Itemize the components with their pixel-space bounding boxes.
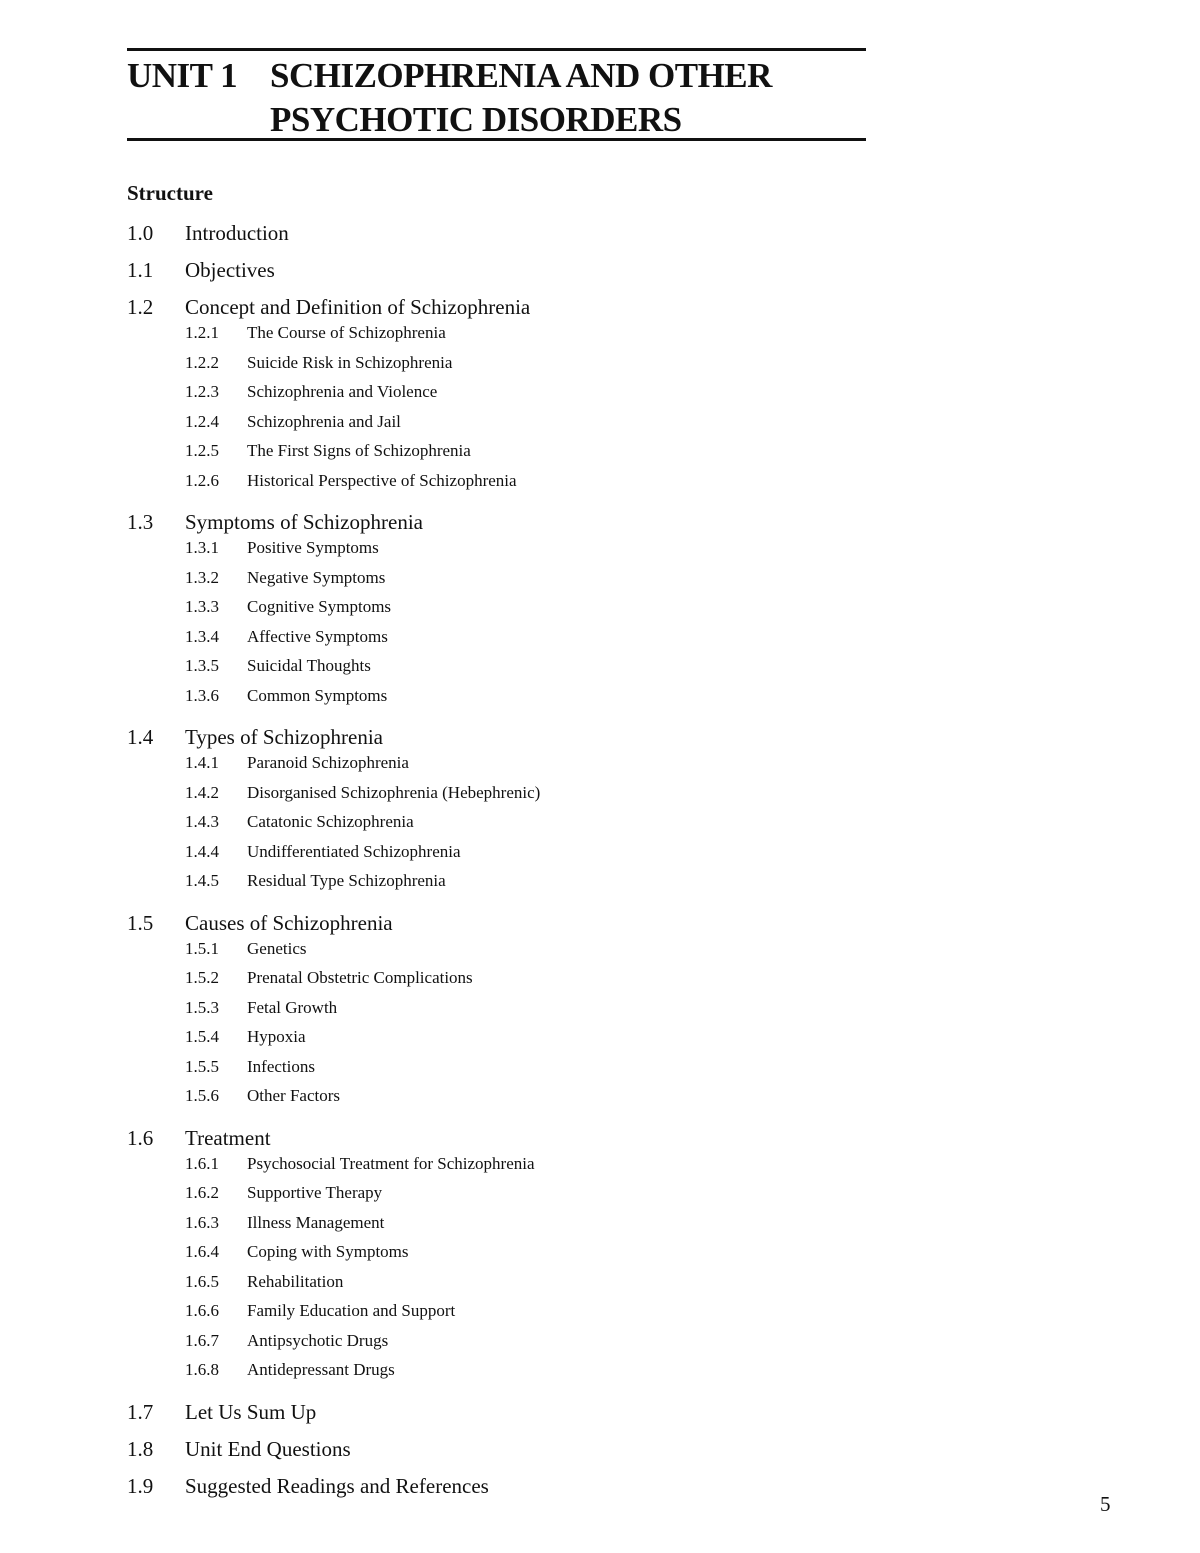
toc-subsection-number: 1.5.1 (185, 938, 219, 958)
toc-subsection-title: Common Symptoms (247, 685, 388, 705)
toc-section-number: 1.4 (127, 725, 154, 749)
toc-section (127, 1435, 1027, 1472)
toc-subsection-number: 1.4.4 (185, 841, 219, 861)
toc-subsection-title: Other Factors (247, 1086, 341, 1105)
toc-section-title: Unit End Questions (185, 1436, 351, 1461)
toc-subsection (127, 685, 1027, 715)
toc-subsection (127, 1212, 1027, 1242)
toc-subsection-title: Cognitive Symptoms (247, 597, 392, 616)
toc-subsection-title: Prenatal Obstetric Complications (247, 968, 473, 987)
toc-subsection (127, 1056, 1027, 1086)
toc-subsection-title: Schizophrenia and Violence (247, 382, 438, 401)
toc-subsection-number: 1.3.1 (185, 538, 219, 557)
toc-subsection-number: 1.3.2 (185, 567, 219, 587)
toc-subsection-number: 1.5.6 (185, 1086, 219, 1105)
toc-subsection (127, 967, 1027, 997)
toc-subsection-number: 1.5.4 (185, 1027, 219, 1046)
toc-subsection-list (127, 1153, 1027, 1389)
unit-label: UNIT 1 (127, 56, 238, 95)
toc-subsection-number: 1.4.2 (185, 782, 219, 802)
toc-subsection (127, 1085, 1027, 1115)
toc-subsection-title: Antipsychotic Drugs (247, 1330, 389, 1350)
toc-subsection-number: 1.6.5 (185, 1271, 219, 1291)
toc-subsection-number: 1.4.1 (185, 753, 219, 772)
toc-section-number: 1.9 (127, 1473, 154, 1498)
toc-subsection-title: Residual Type Schizophrenia (247, 871, 446, 890)
toc-subsection-number: 1.5.3 (185, 997, 219, 1017)
toc-section-title: Treatment (185, 1125, 271, 1150)
toc-subsection-number: 1.6.4 (185, 1242, 219, 1261)
unit-title-line-1: SCHIZOPHRENIA AND OTHER (270, 56, 772, 95)
toc-section-number: 1.3 (127, 510, 154, 534)
toc-subsection (127, 1241, 1027, 1271)
toc-section-title: Let Us Sum Up (185, 1399, 317, 1424)
toc-subsection-title: Illness Management (247, 1212, 385, 1232)
toc-subsection (127, 626, 1027, 656)
toc-section-number: 1.2 (127, 295, 154, 319)
toc-section-title: Causes of Schizophrenia (185, 910, 393, 935)
toc-subsection-list (127, 537, 1027, 714)
toc-subsection-title: Genetics (247, 938, 307, 958)
toc-subsection-number: 1.4.5 (185, 871, 219, 890)
toc-section-number: 1.5 (127, 910, 154, 935)
toc-section (127, 219, 1027, 256)
toc-section-number: 1.1 (127, 258, 154, 282)
toc-subsection (127, 782, 1027, 812)
toc-subsection-number: 1.5.2 (185, 968, 219, 987)
toc-subsection (127, 1153, 1027, 1183)
toc-subsection-title: Undifferentiated Schizophrenia (247, 841, 461, 861)
toc-subsection (127, 352, 1027, 382)
toc-subsection-title: Coping with Symptoms (247, 1242, 409, 1261)
toc-subsection-title: Suicide Risk in Schizophrenia (247, 352, 453, 372)
toc-subsection (127, 1182, 1027, 1212)
toc-subsection (127, 811, 1027, 841)
toc-subsection (127, 752, 1027, 782)
toc-subsection (127, 938, 1027, 968)
toc-section-number: 1.6 (127, 1125, 154, 1150)
toc-subsection-list (127, 322, 1027, 499)
toc-subsection (127, 411, 1027, 441)
toc-subsection-list (127, 752, 1027, 900)
toc-section-title: Objectives (185, 258, 275, 282)
toc-subsection-number: 1.6.1 (185, 1153, 219, 1173)
toc-section-title: Introduction (185, 221, 289, 245)
toc-subsection (127, 537, 1027, 567)
toc-section-title: Symptoms of Schizophrenia (185, 510, 423, 534)
toc-subsection-title: Antidepressant Drugs (247, 1360, 395, 1379)
toc-subsection-title: Historical Perspective of Schizophrenia (247, 470, 517, 490)
toc-subsection (127, 381, 1027, 411)
toc-subsection-title: Positive Symptoms (247, 538, 379, 557)
toc-subsection-number: 1.2.5 (185, 441, 219, 460)
toc-subsection-title: Family Education and Support (247, 1301, 456, 1320)
toc-subsection (127, 322, 1027, 352)
toc-subsection (127, 997, 1027, 1027)
toc-subsection-number: 1.2.1 (185, 323, 219, 342)
toc-subsection-number: 1.4.3 (185, 812, 219, 831)
toc-subsection-list (127, 938, 1027, 1115)
toc-subsection-number: 1.6.2 (185, 1183, 219, 1202)
toc-subsection-number: 1.2.4 (185, 411, 219, 431)
toc-subsection-number: 1.3.4 (185, 626, 219, 646)
toc-subsection (127, 1026, 1027, 1056)
header-bottom-rule (127, 138, 866, 141)
toc-section-title: Suggested Readings and References (185, 1473, 489, 1498)
toc-section (127, 1472, 1027, 1509)
toc-subsection (127, 470, 1027, 500)
toc-subsection-title: Disorganised Schizophrenia (Hebephrenic) (247, 782, 541, 802)
toc-subsection (127, 870, 1027, 900)
toc-subsection (127, 1300, 1027, 1330)
toc-subsection-title: Supportive Therapy (247, 1183, 383, 1202)
unit-name (270, 54, 830, 142)
toc-subsection-number: 1.3.6 (185, 685, 219, 705)
toc-subsection (127, 841, 1027, 871)
toc-subsection-title: The Course of Schizophrenia (247, 323, 446, 342)
toc-subsection-title: Suicidal Thoughts (247, 656, 371, 675)
toc-subsection-number: 1.2.2 (185, 352, 219, 372)
toc-subsection (127, 1330, 1027, 1360)
page-number: 5 (1100, 1492, 1111, 1516)
toc-subsection-title: Negative Symptoms (247, 567, 386, 587)
toc-section (127, 256, 1027, 293)
toc-subsection-number: 1.5.5 (185, 1056, 219, 1076)
toc-subsection-number: 1.2.6 (185, 470, 219, 490)
toc-subsection-title: Infections (247, 1056, 315, 1076)
toc-subsection-number: 1.6.7 (185, 1330, 219, 1350)
toc-subsection (127, 567, 1027, 597)
toc-subsection-number: 1.3.5 (185, 656, 219, 675)
toc-subsection-title: Affective Symptoms (247, 626, 388, 646)
toc-subsection (127, 440, 1027, 470)
toc-subsection-title: Psychosocial Treatment for Schizophrenia (247, 1153, 535, 1173)
unit-title-line-2: PSYCHOTIC DISORDERS (270, 100, 682, 139)
toc-section (127, 1398, 1027, 1435)
toc-subsection (127, 596, 1027, 626)
toc-subsection (127, 655, 1027, 685)
header-top-rule (127, 48, 866, 51)
toc-subsection-number: 1.6.3 (185, 1212, 219, 1232)
toc-subsection (127, 1271, 1027, 1301)
unit-title (127, 54, 830, 142)
toc-subsection-number: 1.3.3 (185, 597, 219, 616)
toc-subsection-title: Catatonic Schizophrenia (247, 812, 414, 831)
toc-subsection-title: Fetal Growth (247, 997, 338, 1017)
toc-section-number: 1.8 (127, 1436, 154, 1461)
toc-section-number: 1.7 (127, 1399, 154, 1424)
toc-subsection-title: Paranoid Schizophrenia (247, 753, 409, 772)
structure-heading: Structure (127, 181, 213, 205)
toc-subsection-title: Rehabilitation (247, 1271, 344, 1291)
toc-section-title: Concept and Definition of Schizophrenia (185, 295, 531, 319)
toc-subsection-number: 1.2.3 (185, 382, 219, 401)
toc-subsection-number: 1.6.8 (185, 1360, 219, 1379)
toc-section-number: 1.0 (127, 221, 154, 245)
toc-subsection-title: The First Signs of Schizophrenia (247, 441, 471, 460)
toc-subsection (127, 1359, 1027, 1389)
toc-section-title: Types of Schizophrenia (185, 725, 383, 749)
toc-subsection-number: 1.6.6 (185, 1301, 219, 1320)
toc-subsection-title: Schizophrenia and Jail (247, 411, 401, 431)
table-of-contents (127, 219, 1027, 1509)
toc-subsection-title: Hypoxia (247, 1027, 306, 1046)
